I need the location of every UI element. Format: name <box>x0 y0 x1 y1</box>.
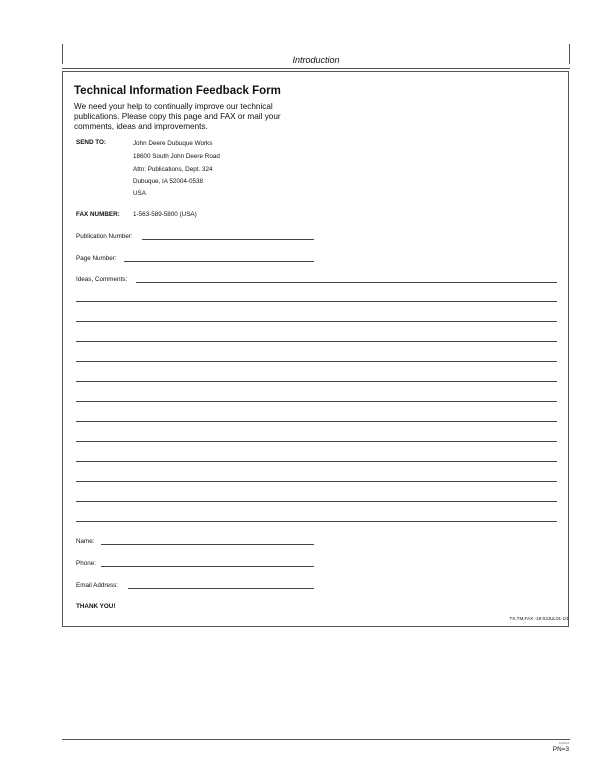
comment-line[interactable] <box>76 381 557 382</box>
section-title: Introduction <box>292 55 340 65</box>
comment-line[interactable] <box>76 441 557 442</box>
publication-number-label: Publication Number: <box>76 233 133 240</box>
intro-line: comments, ideas and improvements. <box>74 122 208 131</box>
page-number-label: Page Number: <box>76 255 117 262</box>
name-label: Name: <box>76 538 95 545</box>
header-rule <box>62 68 570 69</box>
publication-number-field[interactable] <box>142 239 314 240</box>
comment-line[interactable] <box>76 501 557 502</box>
document-code: TX,TM,FAX -19-03JUL01-1/1 <box>509 616 569 621</box>
form-title: Technical Information Feedback Form <box>74 85 281 97</box>
comment-line[interactable] <box>76 361 557 362</box>
comment-line[interactable] <box>76 461 557 462</box>
email-label: Email Address: <box>76 582 118 589</box>
comment-line[interactable] <box>76 301 557 302</box>
comment-line[interactable] <box>76 481 557 482</box>
intro-line: publications. Please copy this page and FAX or mail your <box>74 112 281 121</box>
footer-rule <box>62 739 570 740</box>
comments-field-first-line[interactable] <box>136 282 557 283</box>
page-number-field[interactable] <box>124 261 314 262</box>
address-line: Attn: Publications, Dept. 324 <box>133 166 213 173</box>
send-to-label: SEND TO: <box>76 139 106 146</box>
email-field[interactable] <box>128 588 314 589</box>
comment-line[interactable] <box>76 321 557 322</box>
comment-line[interactable] <box>76 401 557 402</box>
fax-number: 1-563-589-5800 (USA) <box>133 211 197 218</box>
phone-field[interactable] <box>101 566 314 567</box>
comment-line[interactable] <box>76 421 557 422</box>
name-field[interactable] <box>101 544 314 545</box>
comment-line[interactable] <box>76 341 557 342</box>
comments-label: Ideas, Comments: <box>76 276 128 283</box>
footer-small-mark: 101612 <box>558 741 569 745</box>
page-number: PN=3 <box>552 746 569 753</box>
address-line: Dubuque, IA 52004-0538 <box>133 178 204 185</box>
comment-line[interactable] <box>76 521 557 522</box>
fax-label: FAX NUMBER: <box>76 211 120 218</box>
address-line: 18600 South John Deere Road <box>133 153 220 160</box>
intro-line: We need your help to continually improve our technical <box>74 102 273 111</box>
address-line: John Deere Dubuque Works <box>133 140 213 147</box>
address-line: USA <box>133 190 146 197</box>
phone-label: Phone: <box>76 560 96 567</box>
thank-you-text: THANK YOU! <box>76 603 116 610</box>
form-intro <box>74 102 324 132</box>
